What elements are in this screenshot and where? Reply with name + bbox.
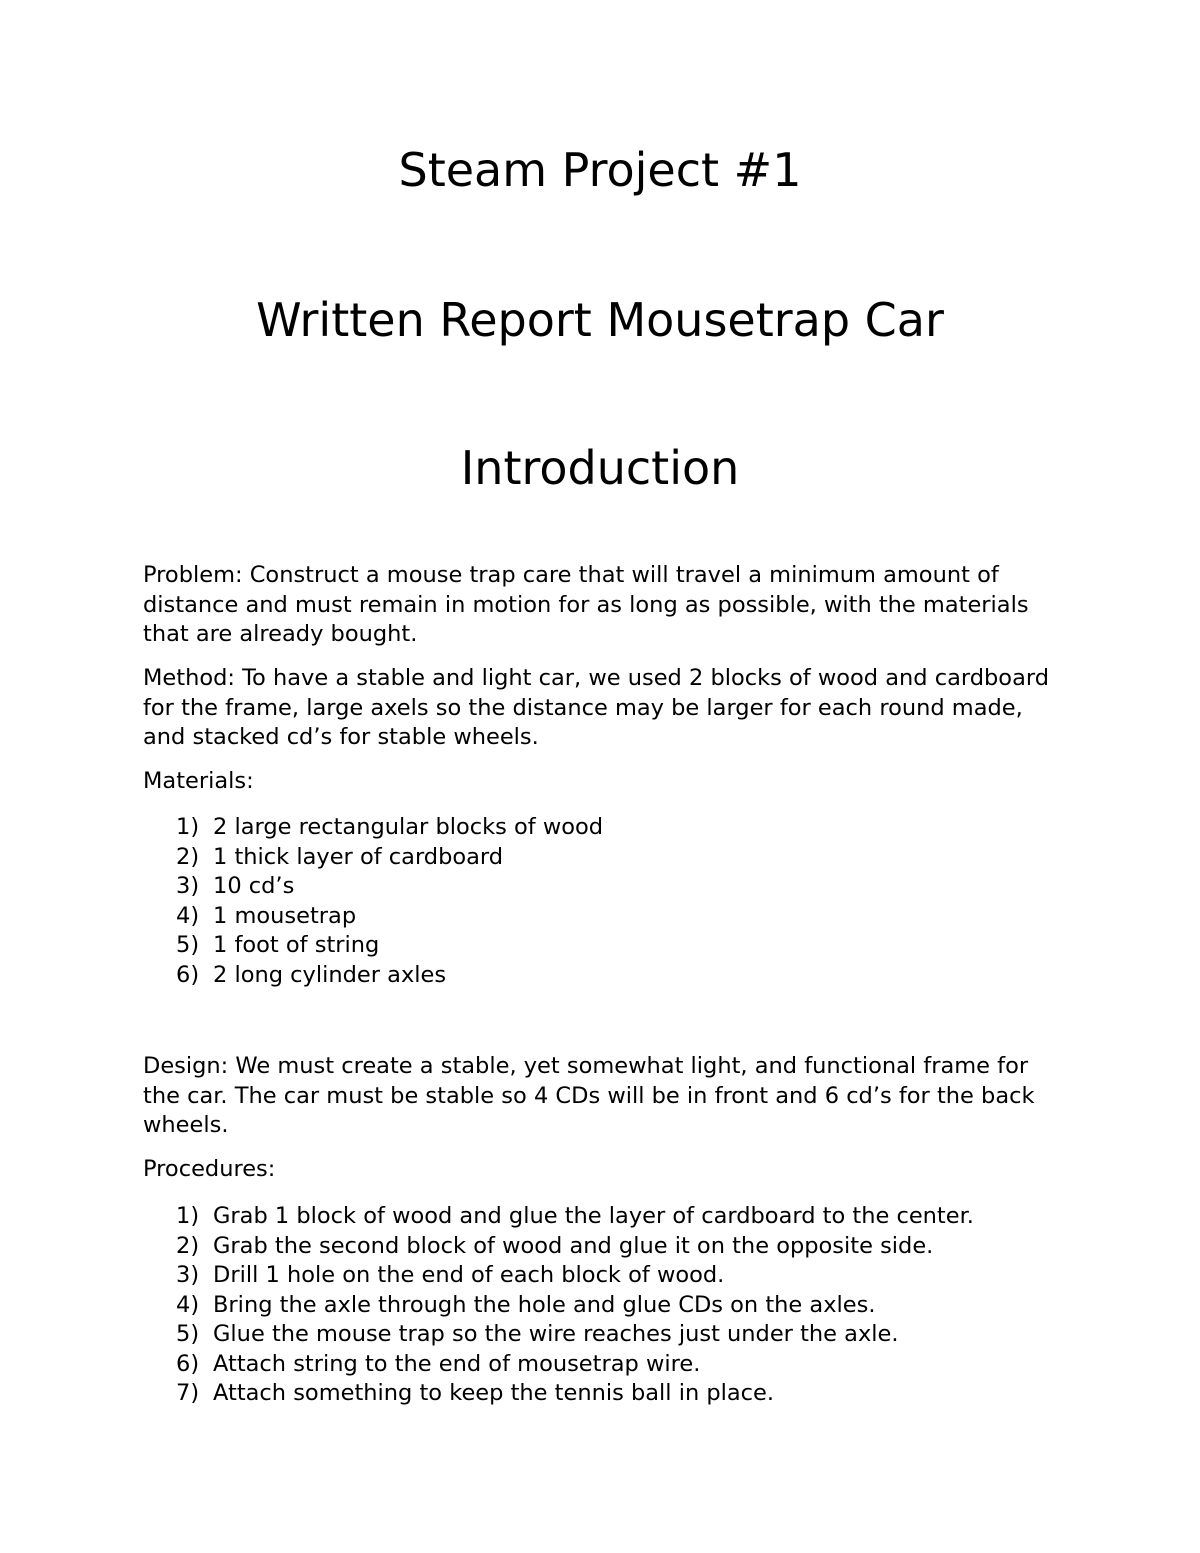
list-item — [176, 1350, 1056, 1380]
list-item — [176, 1320, 1056, 1350]
list-item — [176, 1291, 1056, 1321]
list-item-number: 4) — [176, 902, 200, 929]
procedures-heading: Procedures: — [143, 1156, 276, 1182]
list-item — [176, 931, 1056, 961]
list-item-number: 6) — [176, 1350, 200, 1377]
list-item-number: 4) — [176, 1291, 200, 1318]
list-item — [176, 1261, 1056, 1291]
list-item-text: 1 thick layer of cardboard — [213, 843, 504, 870]
list-item-text: 10 cd’s — [213, 873, 295, 899]
list-item — [176, 961, 1056, 991]
list-item-number: 1) — [176, 814, 200, 840]
list-item-text: Glue the mouse trap so the wire reaches just under the axle. — [213, 1321, 899, 1347]
section-heading-introduction: Introduction — [460, 441, 740, 495]
list-item-number: 6) — [176, 961, 200, 988]
list-item-text: Grab the second block of wood and glue it on the opposite side. — [213, 1232, 934, 1259]
materials-heading: Materials: — [143, 768, 254, 794]
list-item-text: Bring the axle through the hole and glue CDs on the axles. — [213, 1291, 876, 1318]
list-item-text: Drill 1 hole on the end of each block of wood. — [213, 1262, 725, 1288]
list-item-text: 2 long cylinder axles — [213, 961, 447, 988]
list-item-text: Grab 1 block of wood and glue the layer of cardboard to the center. — [213, 1203, 974, 1229]
list-item-text: 2 large rectangular blocks of wood — [213, 814, 604, 840]
list-item-text: 1 mousetrap — [213, 902, 357, 929]
list-item-text: Attach string to the end of mousetrap wire. — [213, 1350, 701, 1377]
list-item-number: 5) — [176, 932, 200, 958]
list-item-number: 3) — [176, 873, 200, 899]
list-item — [176, 843, 1056, 873]
list-item-text: 1 foot of string — [213, 932, 380, 958]
list-item — [176, 813, 1056, 843]
list-item — [176, 872, 1056, 902]
list-item-number: 7) — [176, 1380, 200, 1406]
list-item-text: Attach something to keep the tennis ball in place. — [213, 1380, 775, 1406]
problem-paragraph: Problem: Construct a mouse trap care that will travel a minimum amount of distance and must remain in motion for as long as possible, with the materials that are already bought. — [143, 562, 1029, 647]
list-item-number: 2) — [176, 843, 200, 870]
list-item — [176, 1379, 1056, 1409]
document-title: Steam Project #1 — [398, 143, 802, 197]
procedures-list — [176, 1202, 1056, 1409]
list-item-number: 3) — [176, 1262, 200, 1288]
document-subtitle: Written Report Mousetrap Car — [256, 293, 944, 347]
method-paragraph: Method: To have a stable and light car, we used 2 blocks of wood and cardboard for the frame, large axels so the distance may be larger for each round made, and stacked cd’s for stable wheels. — [143, 665, 1049, 750]
list-item — [176, 902, 1056, 932]
list-item — [176, 1232, 1056, 1262]
list-item-number: 5) — [176, 1321, 200, 1347]
materials-list — [176, 813, 1056, 990]
list-item — [176, 1202, 1056, 1232]
design-paragraph: Design: We must create a stable, yet somewhat light, and functional frame for the car. The car must be stable so 4 CDs will be in front and 6 cd’s for the back wheels. — [143, 1053, 1035, 1138]
list-item-number: 1) — [176, 1203, 200, 1229]
list-item-number: 2) — [176, 1232, 200, 1259]
